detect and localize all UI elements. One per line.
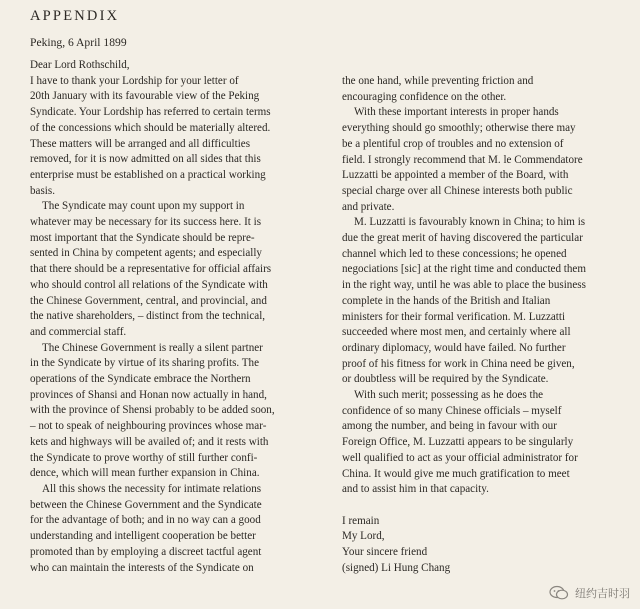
text-line: Syndicate. Your Lordship has referred to certain terms: [30, 106, 271, 119]
text-line: I have to thank your Lordship for your letter of: [30, 74, 239, 87]
text-line: – not to speak of neighbouring provinces whose mar-: [30, 420, 267, 433]
text-line: provinces of Shansi and Honan now actually in hand,: [30, 388, 267, 401]
text-line: encouraging confidence on the other.: [342, 90, 507, 103]
text-line: All this shows the necessity for intimate relations: [42, 482, 262, 495]
text-line: Luzzatti be appointed a member of the Board, with: [342, 169, 569, 182]
text-line: kets and highways will be availed of; and it rests with: [30, 435, 269, 448]
text-line: complete in the hands of the British and Italian: [342, 294, 551, 307]
text-line: Foreign Office, M. Luzzatti appears to be singularly: [342, 436, 574, 449]
text-line: dence, which will mean further expansion in China.: [30, 467, 260, 480]
text-line: well qualified to act as your official administrator for: [342, 451, 578, 464]
text-line: succeeded where most men, and certainly where all: [342, 326, 571, 339]
text-line: who can maintain the interests of the Syndicate on: [30, 561, 254, 574]
text-line: understanding and intelligent cooperation be better: [30, 530, 256, 543]
text-line: field. I strongly recommend that M. le Commendatore: [342, 153, 583, 166]
appendix-heading: APPENDIX: [30, 8, 120, 24]
text-line: operations of the Syndicate embrace the Northern: [30, 373, 251, 386]
closing-gap: [342, 498, 617, 514]
text-line: between the Chinese Government and the Syndicate: [30, 498, 262, 511]
text-line: channel which led to these concessions; he opened: [342, 247, 567, 260]
text-line: in the right way, until he was able to place the business: [342, 279, 586, 292]
closing-line: My Lord,: [342, 530, 385, 543]
text-line: due the great merit of having discovered the particular: [342, 232, 583, 245]
text-line: everything should go smoothly; otherwise there may: [342, 122, 576, 135]
text-line: 20th January with its favourable view of the Peking: [30, 90, 260, 103]
watermark-text: 纽约吉时羽: [575, 587, 630, 600]
text-line: special charge over all Chinese interests both public: [342, 184, 573, 197]
text-line: for the advantage of both; and in no way can a good: [30, 514, 261, 527]
text-line: of the concessions which should be materially altered.: [30, 121, 271, 134]
text-line: enterprise must be established on a practical working: [30, 168, 266, 181]
text-line: the Syndicate to prove worthy of still further confi-: [30, 451, 258, 464]
closing-line: Your sincere friend: [342, 546, 428, 559]
text-line: With such merit; possessing as he does the: [354, 389, 544, 402]
left-column: [30, 58, 330, 576]
text-line: or doubtless will be required by the Syndicate.: [342, 373, 549, 386]
text-line: whatever may be necessary for its success here. It is: [30, 216, 262, 229]
text-line: and commercial staff.: [30, 325, 127, 338]
text-line: sented in China by competent agents; and especially: [30, 247, 262, 260]
text-line: With these important interests in proper hands: [354, 106, 559, 119]
text-line: that there should be a representative for official affairs: [30, 263, 272, 276]
text-line: ordinary diplomacy, would have failed. No further: [342, 341, 566, 354]
text-line: who should control all relations of the Syndicate with: [30, 278, 268, 291]
text-line: the native shareholders, – distinct from the technical,: [30, 310, 266, 323]
text-line: The Chinese Government is really a silent partner: [42, 341, 263, 354]
text-line: promoted than by employing a discreet tactful agent: [30, 545, 262, 558]
wechat-icon: [549, 585, 569, 601]
text-line: China. It would give me much gratification to meet: [342, 467, 570, 480]
text-line: most important that the Syndicate should be repre-: [30, 231, 255, 244]
text-line: removed, for it is now admitted on all sides that this: [30, 153, 261, 166]
text-line: with the province of Shensi probably to be added soon,: [30, 404, 275, 417]
text-line: in the Syndicate by virtue of its sharing profits. The: [30, 357, 260, 370]
text-line: These matters will be arranged and all difficulties: [30, 137, 251, 150]
text-line: confidence of so many Chinese officials – myself: [342, 404, 562, 417]
text-line: the one hand, while preventing friction and: [342, 75, 534, 87]
text-line: among the number, and being in favour with our: [342, 420, 557, 433]
text-line: and to assist him in that capacity.: [342, 483, 489, 496]
right-column: [342, 74, 617, 576]
text-line: proof of his fitness for work in China need be given,: [342, 357, 575, 370]
text-line: basis.: [30, 184, 55, 197]
closing-line: I remain: [342, 514, 380, 527]
letter-dateline: Peking, 6 April 1899: [30, 36, 127, 49]
text-line: M. Luzzatti is favourably known in China; to him is: [354, 216, 586, 229]
text-line: be a plentiful crop of troubles and no extension of: [342, 137, 564, 150]
watermark: [549, 585, 630, 601]
text-line: ministers for their formal verification. M. Luzzatti: [342, 310, 566, 323]
text-line: negociations [sic] at the right time and conducted them: [342, 263, 586, 276]
signature-line: (signed) Li Hung Chang: [342, 561, 451, 574]
text-line: and private.: [342, 200, 395, 213]
salutation: Dear Lord Rothschild,: [30, 59, 130, 71]
text-line: The Syndicate may count upon my support in: [42, 200, 245, 213]
text-line: the Chinese Government, central, and provincial, and: [30, 294, 267, 307]
